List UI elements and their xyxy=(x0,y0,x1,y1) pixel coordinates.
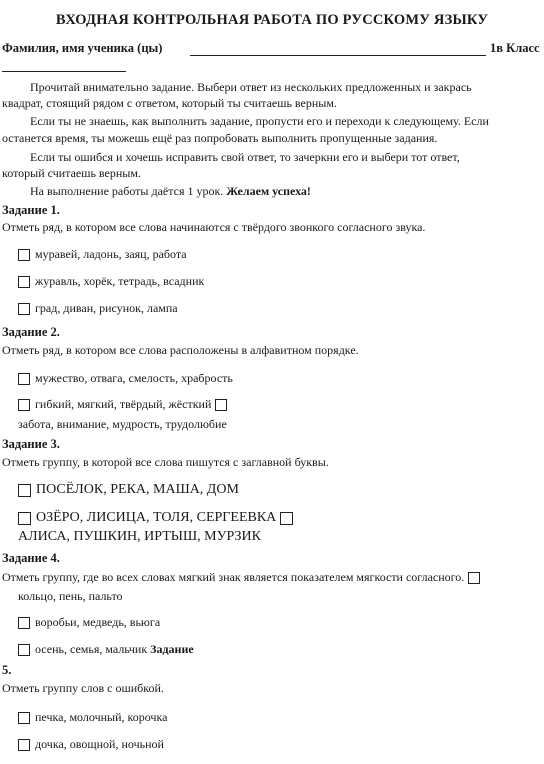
checkbox[interactable] xyxy=(18,512,31,525)
task-1-option[interactable] xyxy=(18,274,204,289)
option-text: осень, семья, мальчик xyxy=(35,642,148,656)
task-4-option[interactable] xyxy=(18,615,160,630)
task-5-title: 5. xyxy=(2,663,12,677)
checkbox[interactable] xyxy=(280,512,293,525)
student-name-line[interactable] xyxy=(190,55,486,56)
task-1-option[interactable] xyxy=(18,247,187,262)
option-text: град, диван, рисунок, лампа xyxy=(35,301,178,315)
task-5-question: Отметь группу слов с ошибкой. xyxy=(2,681,164,695)
next-task-label: Задание xyxy=(150,642,194,656)
instruction-line: останется время, ты можешь ещё раз попробовать выполнить пропущенные задания. xyxy=(2,131,438,145)
checkbox[interactable] xyxy=(18,644,30,656)
separator-line xyxy=(2,71,126,72)
task-3-option[interactable] xyxy=(18,510,293,526)
task-1-question: Отметь ряд, в котором все слова начинаются с твёрдого звонкого согласного звука. xyxy=(2,220,426,234)
good-luck: Желаем успеха! xyxy=(226,184,311,198)
student-name-label: Фамилия, имя ученика (цы) xyxy=(2,41,163,55)
checkbox[interactable] xyxy=(18,712,30,724)
task-4-title: Задание 4. xyxy=(2,551,60,565)
checkbox[interactable] xyxy=(468,572,480,584)
task-4-question xyxy=(2,570,480,585)
task-5-option[interactable] xyxy=(18,710,167,725)
task-3-option[interactable] xyxy=(18,482,239,498)
instruction-line: квадрат, стоящий рядом с ответом, который ты считаешь верным. xyxy=(2,96,337,110)
instruction-line: который считаешь верным. xyxy=(2,166,141,180)
option-text: гибкий, мягкий, твёрдый, жёсткий xyxy=(35,397,212,411)
checkbox[interactable] xyxy=(18,399,30,411)
task-2-option[interactable] xyxy=(18,371,233,386)
task-3-question: Отметь группу, в которой все слова пишутся с заглавной буквы. xyxy=(2,455,329,469)
task-2-title: Задание 2. xyxy=(2,325,60,339)
option-text: муравей, ладонь, заяц, работа xyxy=(35,247,187,261)
option-text: АЛИСА, ПУШКИН, ИРТЫШ, МУРЗИК xyxy=(18,529,261,544)
task-2-question: Отметь ряд, в котором все слова расположены в алфавитном порядке. xyxy=(2,343,359,357)
checkbox[interactable] xyxy=(18,276,30,288)
task-4-option[interactable] xyxy=(18,589,123,604)
page-title: ВХОДНАЯ КОНТРОЛЬНАЯ РАБОТА ПО РУССКОМУ ЯЗЫКУ xyxy=(55,12,489,28)
option-text: печка, молочный, корочка xyxy=(35,710,168,724)
task-4-option[interactable] xyxy=(18,642,194,657)
option-text: журавль, хорёк, тетрадь, всадник xyxy=(35,274,205,288)
time-note: На выполнение работы даётся 1 урок. xyxy=(30,184,224,198)
task-3-title: Задание 3. xyxy=(2,437,60,451)
option-text: ПОСЁЛОК, РЕКА, МАША, ДОМ xyxy=(36,482,239,497)
checkbox[interactable] xyxy=(215,399,227,411)
checkbox[interactable] xyxy=(18,617,30,629)
checkbox[interactable] xyxy=(18,739,30,751)
option-text: дочка, овощной, ночьной xyxy=(35,737,164,751)
instruction-line: Если ты ошибся и хочешь исправить свой ответ, то зачеркни его и выбери тот ответ, xyxy=(30,150,460,164)
class-label: 1в Класс xyxy=(490,41,540,55)
task-5-option[interactable] xyxy=(18,737,164,752)
option-text: мужество, отвага, смелость, храбрость xyxy=(35,371,233,385)
task-3-option[interactable] xyxy=(18,529,261,545)
task-1-option[interactable] xyxy=(18,301,178,316)
option-text: кольцо, пень, пальто xyxy=(18,589,123,603)
option-text: воробьи, медведь, вьюга xyxy=(35,615,161,629)
option-text: ОЗЁРО, ЛИСИЦА, ТОЛЯ, СЕРГЕЕВКА xyxy=(36,510,277,525)
task-2-option[interactable] xyxy=(18,397,227,412)
task-2-option[interactable] xyxy=(18,417,227,432)
checkbox[interactable] xyxy=(18,249,30,261)
checkbox[interactable] xyxy=(18,303,30,315)
instruction-line xyxy=(30,184,311,199)
instruction-line: Если ты не знаешь, как выполнить задание, пропусти его и переходи к следующему. Если xyxy=(30,114,489,128)
instruction-line: Прочитай внимательно задание. Выбери ответ из нескольких предложенных и закрась xyxy=(30,80,472,94)
question-text: Отметь группу, где во всех словах мягкий знак является показателем мягкости согласного. xyxy=(2,570,465,584)
option-text: забота, внимание, мудрость, трудолюбие xyxy=(18,417,227,431)
checkbox[interactable] xyxy=(18,373,30,385)
checkbox[interactable] xyxy=(18,484,31,497)
task-1-title: Задание 1. xyxy=(2,203,60,217)
